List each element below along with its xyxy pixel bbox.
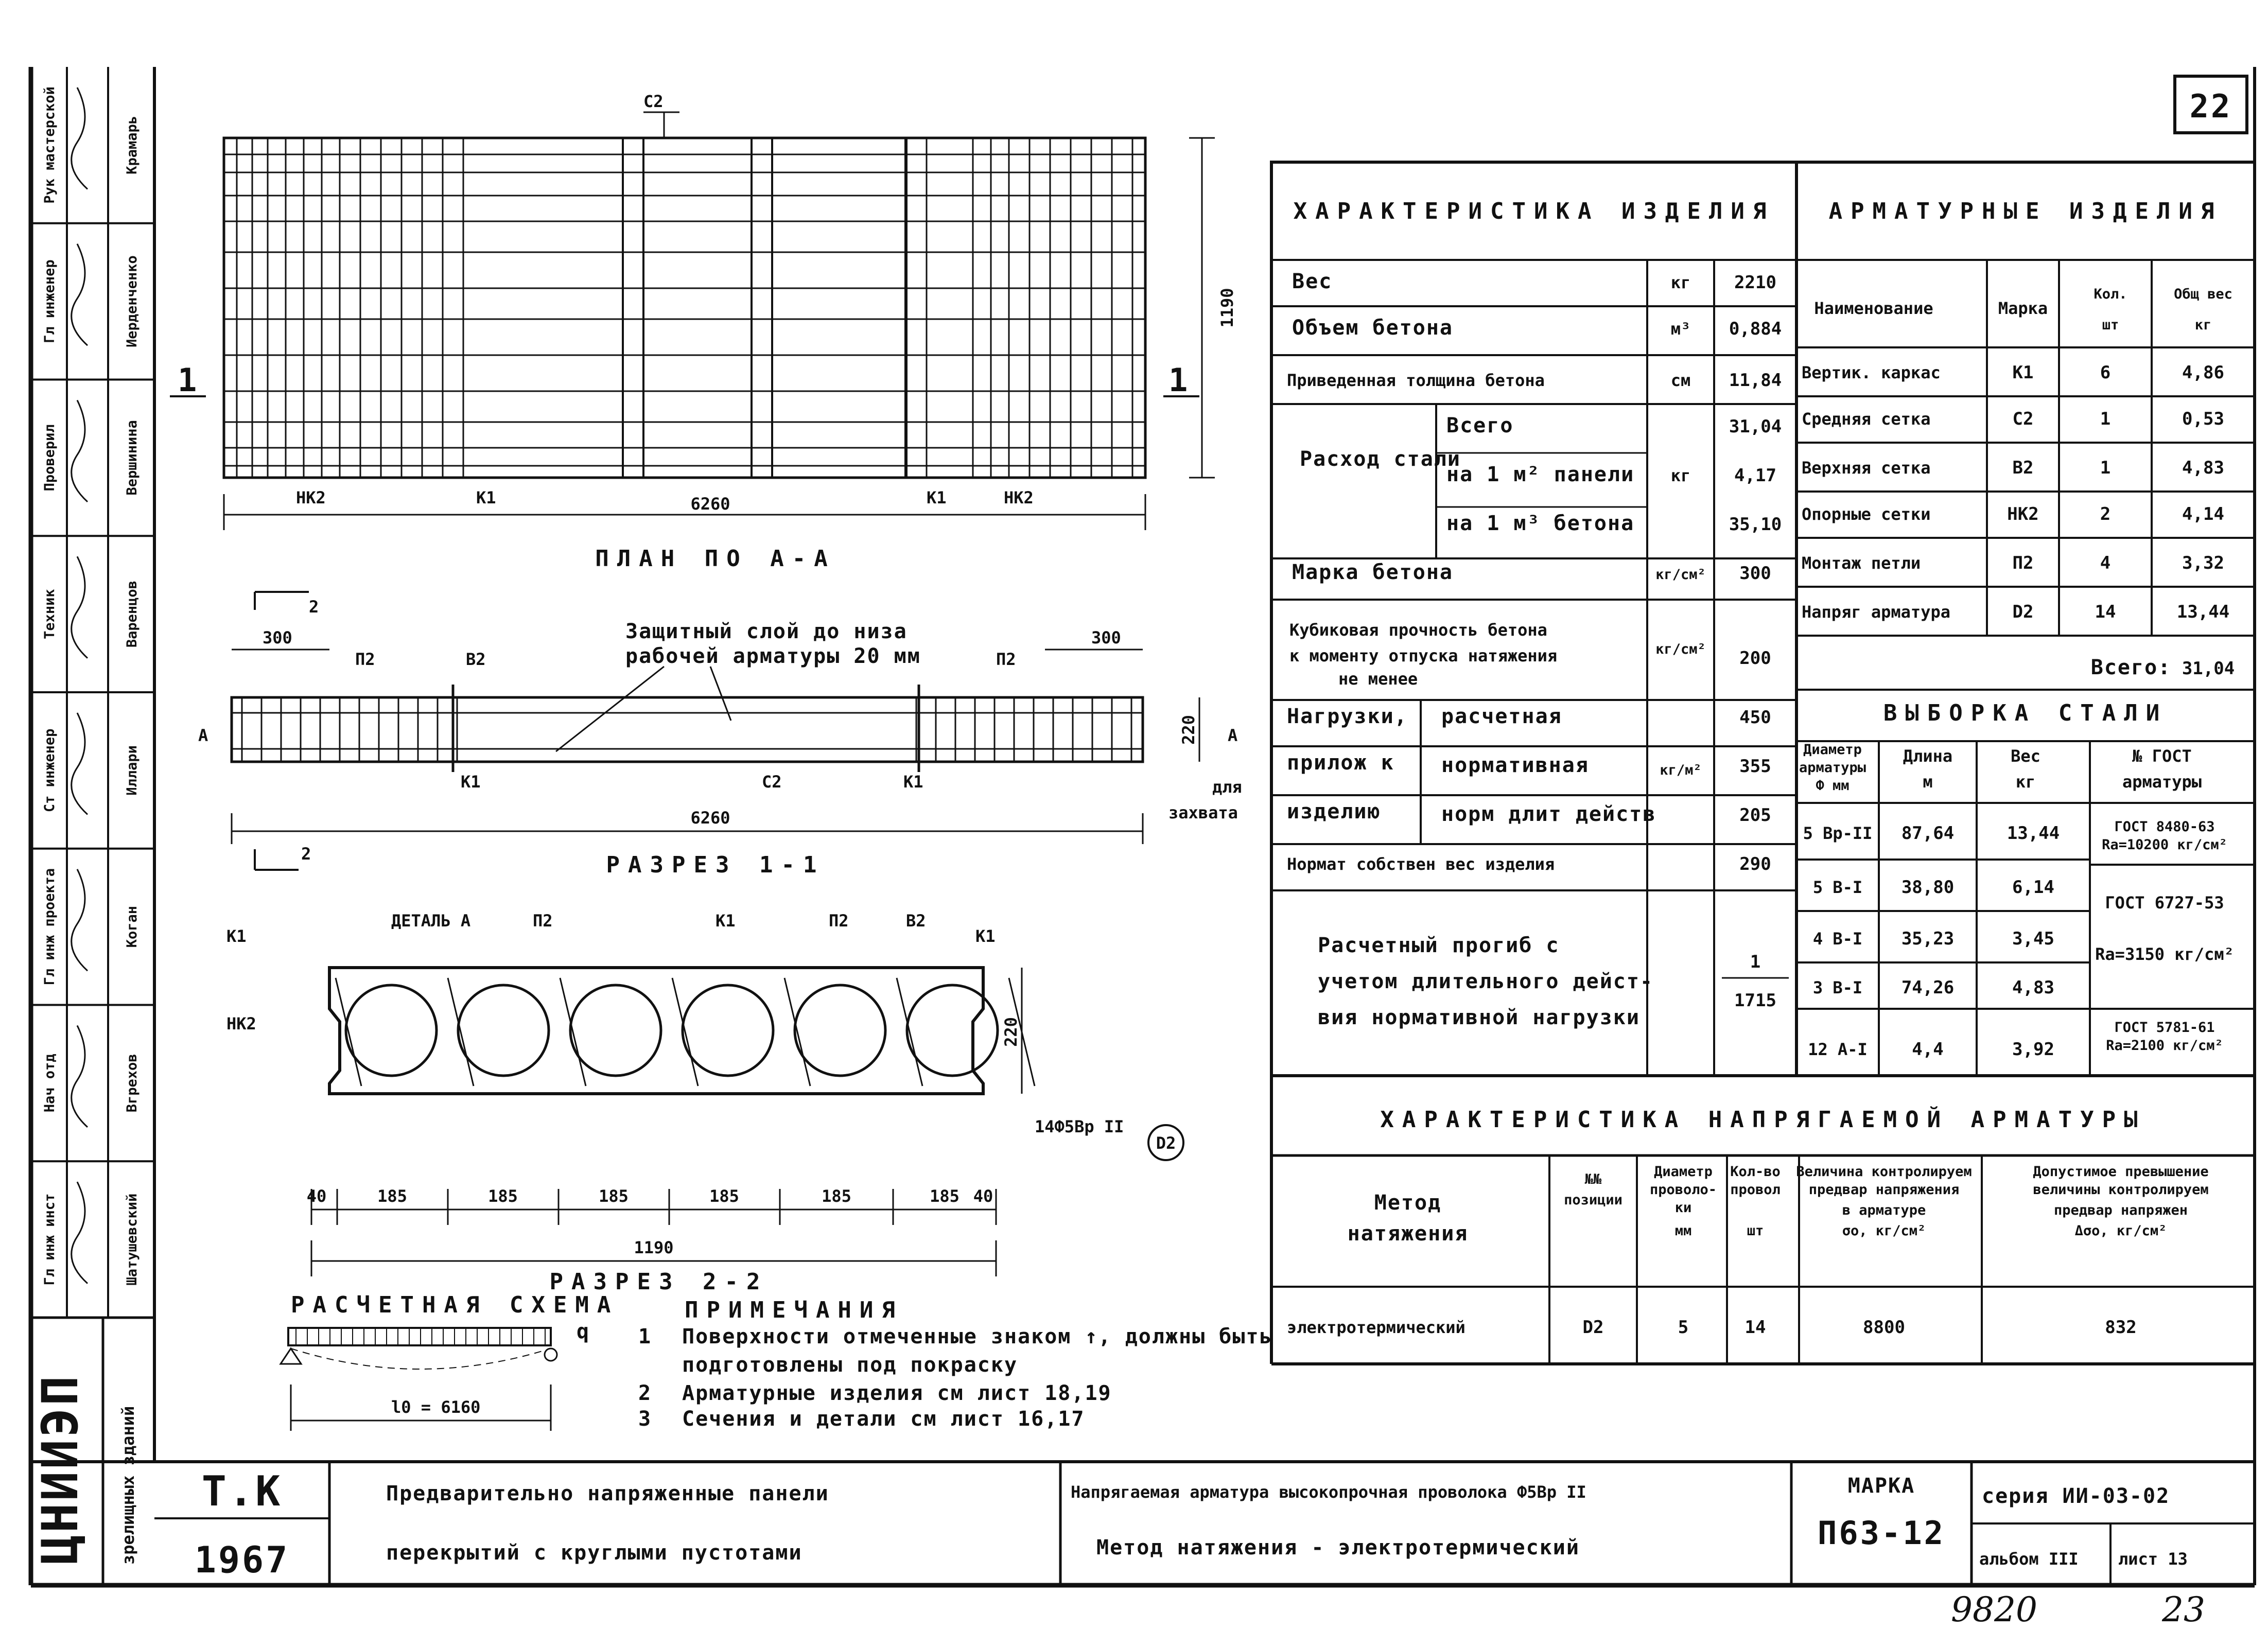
sel-head-w2: кг xyxy=(2015,772,2036,792)
char-thickness-value: 11,84 xyxy=(1729,370,1782,391)
s22-label-b2: В2 xyxy=(906,911,926,931)
steel-row-value-0: 31,04 xyxy=(1729,416,1782,437)
char-grade-label: Марка бетона xyxy=(1292,560,1453,584)
design-scheme xyxy=(281,1292,619,1431)
s22-spacing-2: 185 xyxy=(488,1186,518,1206)
signature-scribble xyxy=(72,869,88,971)
ps-head-method2: натяжения xyxy=(1347,1222,1469,1246)
s11-sec-top: 2 xyxy=(309,597,319,617)
s22-label-nk2: НК2 xyxy=(226,1014,256,1033)
reinf-head-total2: кг xyxy=(2194,317,2212,333)
sel-row-len-2: 35,23 xyxy=(1901,928,1955,949)
sel-row-dia-1: 5 В-I xyxy=(1812,878,1863,897)
sig-name-6: Вгрехов xyxy=(124,1054,140,1113)
reinf-row-weight-3: 4,14 xyxy=(2182,504,2224,524)
s22-label-k1-left: К1 xyxy=(226,926,247,946)
s22-strand-label: 14Ф5Вр II xyxy=(1035,1117,1124,1136)
note-text-2: Арматурные изделия см лист 18,19 xyxy=(682,1381,1112,1405)
note-text-3: Сечения и детали см лист 16,17 xyxy=(682,1407,1085,1431)
load-row-value-0: 450 xyxy=(1739,707,1771,728)
reinf-row-name-3: Опорные сетки xyxy=(1802,504,1931,524)
reinf-row-name-2: Верхняя сетка xyxy=(1802,458,1931,478)
char-strength-value: 200 xyxy=(1739,648,1771,669)
sig-role-5: Гл инж проекта xyxy=(42,868,58,986)
s22-spacing-7: 40 xyxy=(973,1186,993,1206)
reinf-total-label: Всего: xyxy=(2090,656,2172,679)
sel-head-len2: м xyxy=(1923,772,1933,792)
notes-block xyxy=(638,1297,1273,1431)
gost-3-line2: Rа=2100 кг/см² xyxy=(2106,1038,2223,1054)
steel-row-value-1: 4,17 xyxy=(1734,465,1776,486)
sel-row-w-1: 6,14 xyxy=(2012,877,2054,898)
reinf-head-name: Наименование xyxy=(1814,299,1933,318)
signature-scribble xyxy=(72,400,88,502)
s11-label-k1-left: К1 xyxy=(461,772,481,792)
steel-sel-title: ВЫБОРКА СТАЛИ xyxy=(1883,700,2168,726)
reinf-row-mark-4: П2 xyxy=(2012,553,2034,573)
s11-grip-2: захвата xyxy=(1168,803,1238,822)
char-deflection-den: 1715 xyxy=(1734,990,1776,1011)
reinf-row-mark-3: НК2 xyxy=(2007,504,2039,524)
s11-label-p2-right: П2 xyxy=(996,650,1016,669)
plan-view xyxy=(170,92,1237,572)
s11-label-k1-right: К1 xyxy=(903,772,923,792)
ps-method: электротермический xyxy=(1287,1318,1466,1337)
sel-head-dia3: Ф мм xyxy=(1816,778,1850,794)
ps-head-exc3: предвар напряжен xyxy=(2053,1202,2188,1218)
sig-role-0: Рук мастерской xyxy=(42,86,58,204)
char-weight-value: 2210 xyxy=(1734,272,1776,293)
ps-head-method1: Метод xyxy=(1374,1191,1442,1215)
sel-row-dia-4: 12 А-I xyxy=(1808,1040,1868,1059)
sig-name-2: Вершинина xyxy=(124,420,140,496)
sel-head-dia1: Диаметр xyxy=(1803,742,1862,758)
sig-name-4: Иллари xyxy=(124,745,140,796)
char-volume-unit: м³ xyxy=(1670,319,1691,339)
char-deflection-3: вия нормативной нагрузки xyxy=(1318,1006,1640,1029)
signature-stamp xyxy=(31,86,154,1565)
reinf-row-qty-4: 4 xyxy=(2100,553,2111,573)
sel-row-w-2: 3,45 xyxy=(2012,928,2054,949)
ps-head-ctrl1: Величина контролируем xyxy=(1796,1164,1972,1180)
reinf-row-mark-0: К1 xyxy=(2012,362,2034,383)
tb-reinf-1: Напрягаемая арматура высокопрочная проволока Ф5Вр II xyxy=(1071,1482,1586,1502)
plan-section-right: 1 xyxy=(1168,361,1190,399)
load-row-value-2: 205 xyxy=(1739,805,1771,826)
tb-album: альбом III xyxy=(1979,1549,2079,1569)
reinf-row-weight-2: 4,83 xyxy=(2182,458,2224,478)
note-num-3: 3 xyxy=(638,1407,652,1431)
sig-name-7: Шатушевский xyxy=(124,1193,140,1286)
tb-mark-value: П63-12 xyxy=(1818,1514,1945,1552)
note-num-0: 1 xyxy=(638,1325,652,1348)
sel-row-len-3: 74,26 xyxy=(1901,977,1955,998)
char-weight-unit: кг xyxy=(1670,273,1691,292)
tb-code: Т.К xyxy=(201,1467,283,1515)
ps-head-dia3: ки xyxy=(1674,1200,1692,1216)
gost-3-line1: ГОСТ 5781-61 xyxy=(2114,1020,2215,1036)
ps-excess: 832 xyxy=(2105,1317,2137,1338)
char-deflection-num: 1 xyxy=(1750,952,1761,972)
ps-head-cnt1: Кол-во xyxy=(1730,1164,1781,1180)
reinf-row-name-0: Вертик. каркас xyxy=(1802,363,1941,382)
tb-year: 1967 xyxy=(194,1539,290,1581)
org-subtitle: зрелищных зданий xyxy=(118,1406,138,1565)
plan-title: ПЛАН ПО А-А xyxy=(595,546,836,572)
prestress-title: ХАРАКТЕРИСТИКА НАПРЯГАЕМОЙ АРМАТУРЫ xyxy=(1380,1107,2146,1133)
sel-row-w-4: 3,92 xyxy=(2012,1039,2054,1060)
ps-head-ctrl3: в арматуре xyxy=(1842,1202,1926,1218)
s22-spacing-1: 185 xyxy=(377,1186,407,1206)
reinf-row-weight-1: 0,53 xyxy=(2182,409,2224,429)
plan-width-dim: 1190 xyxy=(1217,288,1237,328)
char-loads-2: прилож к xyxy=(1287,751,1394,775)
footer-num-1: 9820 xyxy=(1951,1590,2037,1630)
sig-role-3: Техник xyxy=(42,589,58,639)
reinf-row-name-4: Монтаж петли xyxy=(1802,553,1921,573)
reinf-head-mark: Марка xyxy=(1998,299,2048,318)
load-row-label-0: расчетная xyxy=(1441,705,1562,728)
steel-row-label-0: Всего xyxy=(1446,414,1514,437)
tb-mark-label: МАРКА xyxy=(1847,1474,1915,1498)
s22-label-k1-a: К1 xyxy=(716,911,736,931)
plan-label-k1-right: К1 xyxy=(927,488,947,507)
gost-1-line1: ГОСТ 8480-63 xyxy=(2114,819,2215,835)
tb-product-2: перекрытий с круглыми пустотами xyxy=(386,1541,802,1565)
s11-dim-right: 300 xyxy=(1091,628,1121,647)
char-steel-unit: кг xyxy=(1670,466,1691,485)
char-deflection-1: Расчетный прогиб с xyxy=(1318,934,1560,957)
scheme-load: q xyxy=(577,1320,590,1343)
s22-height: 220 xyxy=(1001,1017,1021,1047)
sig-name-0: Крамарь xyxy=(124,115,140,174)
note-text-1: подготовлены под покраску xyxy=(682,1353,1018,1377)
steel-row-label-2: на 1 м³ бетона xyxy=(1446,512,1635,535)
ps-head-dia2: проволо- xyxy=(1649,1182,1717,1198)
char-volume-label: Объем бетона xyxy=(1292,316,1453,340)
org-name: ЦНИИЭП xyxy=(31,1374,89,1565)
s22-label-k1-right: К1 xyxy=(975,926,996,946)
s22-title: РАЗРЕЗ 2-2 xyxy=(549,1269,769,1295)
plan-section-left: 1 xyxy=(178,361,199,399)
reinf-row-weight-5: 13,44 xyxy=(2176,602,2230,622)
char-loads-3: изделию xyxy=(1287,800,1381,824)
char-strength-1: Кубиковая прочность бетона xyxy=(1289,620,1547,640)
scheme-span: l0 = 6160 xyxy=(391,1397,481,1417)
plan-label-nk2-left: НК2 xyxy=(296,488,326,507)
section-1-1 xyxy=(198,592,1242,878)
ps-head-cnt2: провол xyxy=(1730,1182,1781,1198)
ps-head-cnt3: шт xyxy=(1747,1223,1764,1239)
sig-name-3: Варенцов xyxy=(124,581,140,648)
char-steel-label: Расход стали xyxy=(1300,447,1461,471)
s11-dim-left: 300 xyxy=(263,628,292,647)
reinf-total-value: 31,04 xyxy=(2182,658,2235,679)
reinf-row-name-5: Напряг арматура xyxy=(1802,602,1950,622)
reinf-row-name-1: Средняя сетка xyxy=(1802,409,1931,429)
char-weight-label: Вес xyxy=(1292,270,1333,293)
reinf-row-qty-5: 14 xyxy=(2095,602,2116,622)
sheet-number: 22 xyxy=(2189,87,2232,125)
ps-head-dia4: мм xyxy=(1674,1223,1692,1239)
sig-role-7: Гл инж инст xyxy=(42,1193,58,1286)
s22-strand-mark: D2 xyxy=(1156,1133,1176,1153)
ps-head-pos1: №№ xyxy=(1584,1171,1602,1187)
load-row-label-2: норм длит действ xyxy=(1441,802,1656,826)
footer-num-2: 23 xyxy=(2162,1590,2205,1630)
s11-label-a-right: А xyxy=(1228,726,1238,745)
ps-head-exc2: величины контролируем xyxy=(2033,1182,2209,1198)
ps-count: 14 xyxy=(1744,1317,1766,1338)
ps-head-ctrl2: предвар напряжения xyxy=(1808,1182,1960,1198)
s11-label-p2-left: П2 xyxy=(355,650,375,669)
s11-sec-bottom: 2 xyxy=(301,844,311,864)
reinf-row-weight-4: 3,32 xyxy=(2182,553,2224,573)
s11-height: 220 xyxy=(1179,715,1198,745)
char-volume-value: 0,884 xyxy=(1729,319,1782,339)
ps-head-exc4: Δσо, кг/см² xyxy=(2074,1223,2167,1239)
title-block xyxy=(154,1462,2255,1585)
char-deflection-2: учетом длительного дейст- xyxy=(1318,970,1654,993)
ps-head-dia1: Диаметр xyxy=(1654,1164,1713,1180)
load-row-value-1: 355 xyxy=(1739,756,1771,777)
s11-length: 6260 xyxy=(690,808,730,828)
reinf-row-mark-5: D2 xyxy=(2012,602,2034,622)
sel-head-g2: арматуры xyxy=(2122,772,2202,792)
steel-row-label-1: на 1 м² панели xyxy=(1446,463,1635,486)
ps-pos: D2 xyxy=(1582,1317,1604,1338)
characteristics-title: ХАРАКТЕРИСТИКА ИЗДЕЛИЯ xyxy=(1293,198,1775,224)
s22-total-width: 1190 xyxy=(634,1238,674,1257)
plan-length-dim: 6260 xyxy=(690,494,730,514)
s22-spacing-4: 185 xyxy=(709,1186,739,1206)
reinf-row-mark-2: В2 xyxy=(2012,458,2034,478)
sel-row-len-1: 38,80 xyxy=(1901,877,1955,898)
reinf-head-qty1: Кол. xyxy=(2093,286,2127,302)
char-selfweight-value: 290 xyxy=(1739,854,1771,874)
sel-head-w1: Вес xyxy=(2011,746,2040,766)
ps-head-exc1: Допустимое превышение xyxy=(2033,1164,2209,1180)
s11-label-a-left: А xyxy=(198,726,208,745)
sel-row-dia-3: 3 В-I xyxy=(1812,978,1863,997)
reinforcement-title: АРМАТУРНЫЕ ИЗДЕЛИЯ xyxy=(1828,198,2223,224)
tb-product-1: Предварительно напряженные панели xyxy=(386,1482,829,1505)
sig-role-2: Проверил xyxy=(42,424,58,492)
reinf-head-qty2: шт xyxy=(2102,317,2119,333)
section-2-2 xyxy=(226,911,1183,1295)
plan-label-c2: С2 xyxy=(643,92,664,111)
tb-sheet: лист 13 xyxy=(2118,1549,2188,1569)
load-row-label-1: нормативная xyxy=(1441,754,1589,777)
reinf-row-qty-1: 1 xyxy=(2100,409,2111,429)
char-thickness-unit: см xyxy=(1670,371,1691,390)
plan-label-k1-left: К1 xyxy=(476,488,496,507)
ps-dia: 5 xyxy=(1678,1317,1689,1338)
signature-scribble xyxy=(72,244,88,345)
s22-spacing-3: 185 xyxy=(599,1186,629,1206)
char-thickness-label: Приведенная толщина бетона xyxy=(1287,371,1545,390)
char-loads-unit: кг/м² xyxy=(1660,762,1702,778)
sel-head-dia2: арматуры xyxy=(1799,760,1866,776)
sel-row-len-0: 87,64 xyxy=(1901,823,1955,844)
ps-control: 8800 xyxy=(1863,1317,1905,1338)
sel-head-len1: Длина xyxy=(1903,746,1953,766)
sig-role-4: Ст инженер xyxy=(42,728,58,813)
s22-label-detail: ДЕТАЛЬ А xyxy=(391,911,471,931)
reinf-row-qty-3: 2 xyxy=(2100,504,2111,524)
signature-scribble xyxy=(72,1026,88,1127)
sel-row-dia-0: 5 Вр-II xyxy=(1803,824,1873,843)
char-selfweight-label: Нормат собствен вес изделия xyxy=(1287,854,1555,874)
notes-title: ПРИМЕЧАНИЯ xyxy=(685,1297,903,1323)
sel-row-len-4: 4,4 xyxy=(1912,1039,1944,1060)
gost-2-line1: ГОСТ 6727-53 xyxy=(2105,893,2224,913)
signature-scribble xyxy=(72,87,88,189)
sel-row-dia-2: 4 В-I xyxy=(1812,929,1863,949)
char-strength-unit: кг/см² xyxy=(1655,641,1706,657)
tb-reinf-2: Метод натяжения - электротермический xyxy=(1096,1536,1580,1560)
reinf-head-total1: Общ вес xyxy=(2174,286,2232,302)
s22-spacing-0: 40 xyxy=(306,1186,327,1206)
s11-label-c2: С2 xyxy=(762,772,782,792)
sel-row-w-3: 4,83 xyxy=(2012,977,2054,998)
reinf-row-qty-2: 1 xyxy=(2100,458,2111,478)
char-grade-unit: кг/см² xyxy=(1655,567,1706,583)
sig-name-1: Иерденченко xyxy=(124,255,140,348)
gost-1-line2: Rа=10200 кг/см² xyxy=(2102,837,2227,853)
ps-head-ctrl4: σо, кг/см² xyxy=(1842,1223,1926,1239)
ps-head-pos2: позиции xyxy=(1564,1192,1623,1208)
steel-row-value-2: 35,10 xyxy=(1729,514,1782,535)
note-text-0: Поверхности отмеченные знаком ↑, должны быть xyxy=(682,1325,1273,1348)
s11-grip-1: для xyxy=(1212,777,1242,797)
s11-label-b2: В2 xyxy=(466,650,486,669)
s11-title: РАЗРЕЗ 1-1 xyxy=(606,852,825,878)
char-grade-value: 300 xyxy=(1739,563,1771,584)
characteristics-table xyxy=(1271,162,2255,1364)
signature-scribble xyxy=(72,713,88,814)
reinf-row-weight-0: 4,86 xyxy=(2182,362,2224,383)
tb-series: серия ИИ-03-02 xyxy=(1982,1484,2170,1508)
scheme-title: РАСЧЕТНАЯ СХЕМА xyxy=(291,1292,619,1318)
char-loads-1: Нагрузки, xyxy=(1287,705,1408,728)
gost-2-line2: Rа=3150 кг/см² xyxy=(2095,944,2234,964)
s11-note-2: рабочей арматуры 20 мм xyxy=(625,644,921,668)
s22-spacing-6: 185 xyxy=(930,1186,959,1206)
s22-label-p2-b: П2 xyxy=(829,911,849,931)
signature-scribble xyxy=(72,1182,88,1283)
plan-label-nk2-right: НК2 xyxy=(1004,488,1034,507)
signature-scribble xyxy=(72,556,88,658)
s22-label-p2-a: П2 xyxy=(533,911,553,931)
sig-role-6: Нач отд xyxy=(42,1054,58,1113)
reinf-row-mark-1: С2 xyxy=(2012,409,2034,429)
char-strength-3: не менее xyxy=(1338,669,1418,689)
s11-note-1: Защитный слой до низа xyxy=(625,620,908,643)
sig-role-1: Гл инженер xyxy=(42,259,58,343)
char-strength-2: к моменту отпуска натяжения xyxy=(1289,646,1558,665)
reinf-row-qty-0: 6 xyxy=(2100,362,2111,383)
sel-row-w-0: 13,44 xyxy=(2007,823,2060,844)
sig-name-5: Коган xyxy=(124,905,140,948)
s22-spacing-5: 185 xyxy=(822,1186,851,1206)
sel-head-g1: № ГОСТ xyxy=(2132,746,2192,766)
note-num-2: 2 xyxy=(638,1381,652,1405)
